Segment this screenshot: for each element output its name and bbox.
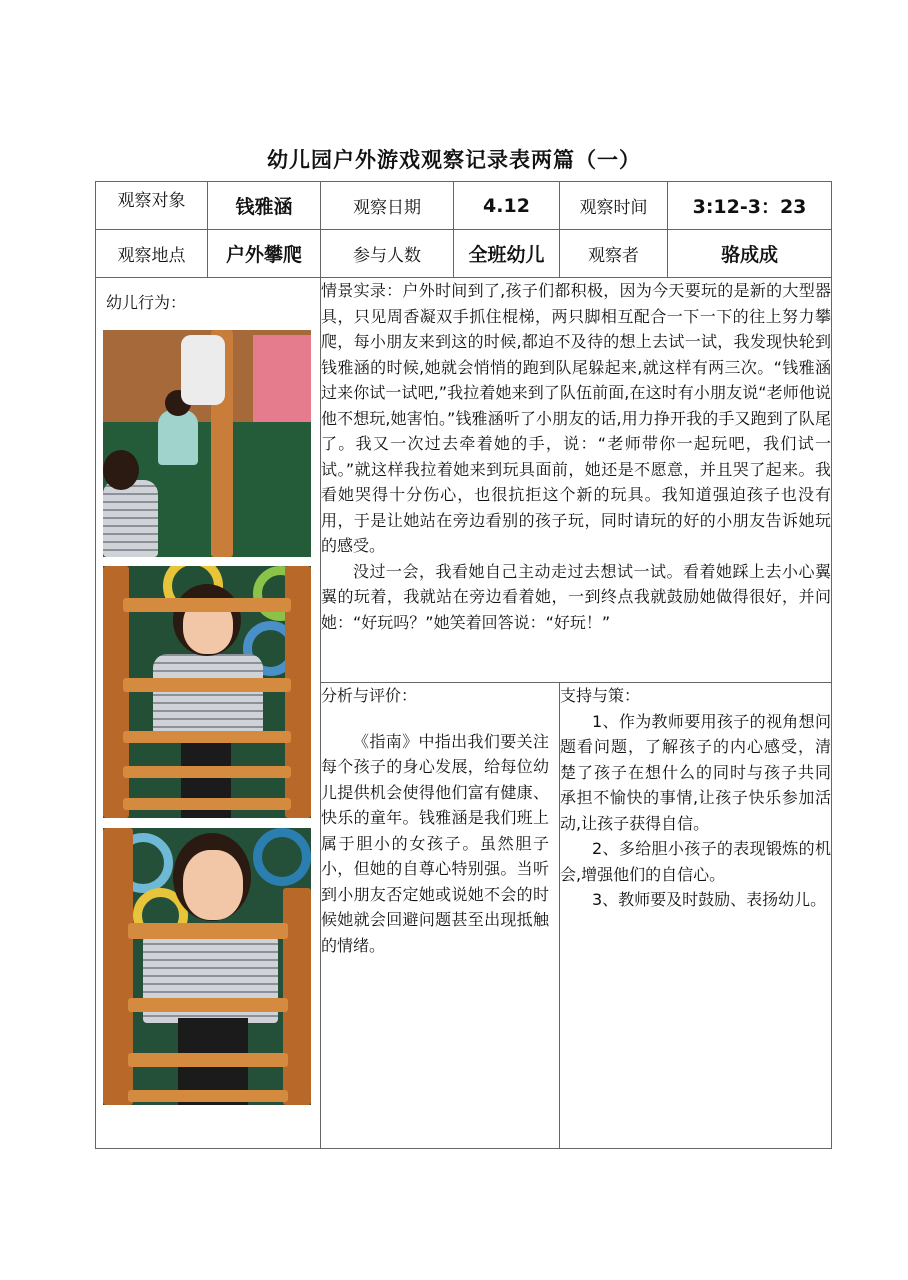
photo-rung xyxy=(128,998,288,1012)
time-value: 3:12-3：23 xyxy=(668,182,832,230)
analysis-cell xyxy=(321,683,560,1149)
record-cell xyxy=(321,278,832,683)
place-label: 观察地点 xyxy=(96,230,208,278)
photo-girl-body xyxy=(153,654,263,734)
photo-rung xyxy=(128,923,288,939)
support-cell xyxy=(560,683,832,1149)
date-value: 4.12 xyxy=(454,182,560,230)
record-paragraph-2: 没过一会，我看她自己主动走过去想试一试。看着她踩上去小心翼翼的玩着，我就站在旁边看着她，一到终点我就鼓励她做得很好，并问她：“好玩吗？”她笑着回答说：“好玩！” xyxy=(321,561,831,632)
count-label: 参与人数 xyxy=(321,230,454,278)
photo-girl-ladder-1 xyxy=(103,566,311,818)
observer-value: 骆成成 xyxy=(668,230,832,278)
record-paragraph-1: 情景实录：户外时间到了,孩子们都积极，因为今天要玩的是新的大型器具，只见周香凝双手抓住棍梯，两只脚相互配合一下一下的往上努力攀爬，每小朋友来到这的时候,都迫不及待的想上去试一试，我发现快轮到钱雅涵的时候,她就会悄悄的跑到队尾躲起来,就这样有两三次。“钱雅涵过来你试一试吧,”我拉着她来到了队伍前面,在这时有小朋友说“老师他说他不想玩,她害怕。”钱雅涵听了小朋友的话,用力挣开我的手又跑到了队尾了。我又一次过去牵着她的手，说：“老师带你一起玩吧，我们试一试。”就这样我拉着她来到玩具面前，她还是不愿意，并且哭了起来。我看她哭得十分伤心，也很抗拒这个新的玩具。我知道强迫孩子也没有用，于是让她站在旁边看别的孩子玩，同时请玩的好的小朋友告诉她玩的感受。 xyxy=(321,281,831,555)
photo-child-1 xyxy=(158,410,198,465)
behavior-label: 幼儿行为： xyxy=(106,293,187,312)
support-item-3: 3、教师要及时鼓励、表扬幼儿。 xyxy=(592,890,827,909)
photo-rung xyxy=(123,678,291,692)
support-item-2: 2、多给胆小孩子的表现锻炼的机会,增强他们的自信心。 xyxy=(560,839,831,884)
photo-rung xyxy=(123,731,291,743)
photo-girl-ladder-2 xyxy=(103,828,311,1105)
photo-adult xyxy=(181,335,225,405)
subject-value: 钱雅涵 xyxy=(208,182,321,230)
observer-label: 观察者 xyxy=(560,230,668,278)
time-label: 观察时间 xyxy=(560,182,668,230)
header-row-2 xyxy=(96,230,832,278)
photo-tire xyxy=(253,828,311,886)
photo-rung xyxy=(123,798,291,810)
count-value: 全班幼儿 xyxy=(454,230,560,278)
photo-girl-face xyxy=(183,850,243,920)
page-title: 幼儿园户外游戏观察记录表两篇（一） xyxy=(267,148,641,172)
photo-rung xyxy=(128,1090,288,1102)
support-item-1: 1、作为教师要用孩子的视角想问题看问题，了解孩子的内心感受，清楚了孩子在想什么的同时与孩子共同承担不愉快的事情,让孩子快乐参加活动,让孩子获得自信。 xyxy=(560,711,831,833)
photo-child-2 xyxy=(103,480,158,557)
photo-rung xyxy=(123,766,291,778)
photo-rung xyxy=(123,598,291,612)
photo-ladder-rail xyxy=(283,888,311,1105)
date-label: 观察日期 xyxy=(321,182,454,230)
subject-label: 观察对象 xyxy=(96,182,208,230)
photo-playground xyxy=(103,330,311,557)
photo-rung xyxy=(128,1053,288,1067)
photo-child-2-head xyxy=(103,450,139,490)
header-row-1 xyxy=(96,182,832,230)
support-label: 支持与策： xyxy=(560,686,641,705)
place-value: 户外攀爬 xyxy=(208,230,321,278)
analysis-label: 分析与评价： xyxy=(321,686,418,705)
analysis-text: 《指南》中指出我们要关注每个孩子的身心发展，给每位幼儿提供机会使得他们富有健康、快乐的童年。钱雅涵是我们班上属于胆小的女孩子。虽然胆子小，但她的自尊心特别强。当听到小朋友否定她或说她不会的时候她就会回避问题甚至出现抵触的情绪。 xyxy=(321,731,549,955)
